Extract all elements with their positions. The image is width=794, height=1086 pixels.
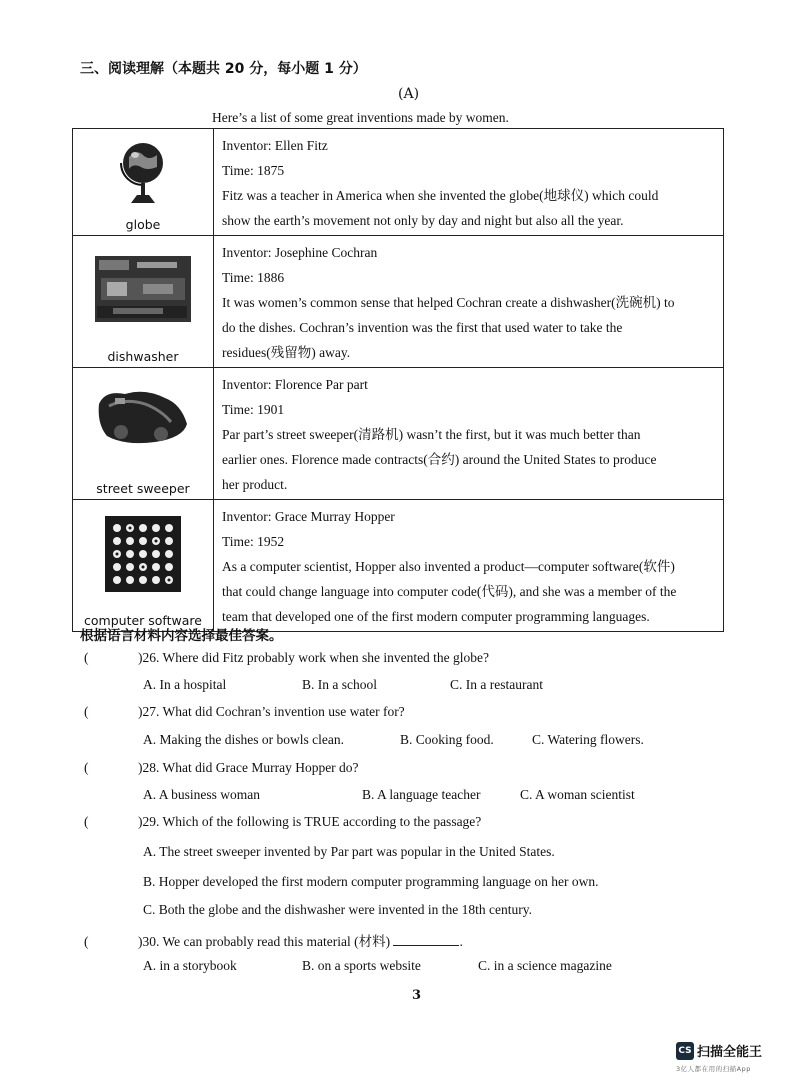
question-28 (84, 760, 359, 776)
image-label: dishwasher (107, 349, 179, 364)
description-line: team that developed one of the first modern computer programming languages. (222, 609, 650, 624)
invention-image-cell (73, 129, 214, 236)
invention-image-cell (73, 236, 214, 368)
option-b[interactable]: B. Hopper developed the first modern computer programming language on her own. (143, 874, 599, 889)
option-a[interactable]: A. Making the dishes or bowls clean. (143, 732, 344, 747)
time-line: Time: 1952 (222, 534, 285, 549)
invention-description (214, 368, 724, 500)
image-label: street sweeper (96, 481, 190, 496)
question-30 (84, 930, 463, 950)
question-29 (84, 814, 481, 830)
invention-row-globe (73, 129, 724, 236)
description-line: It was women’s common sense that helped Cochran create a dishwasher(洗碗机) to (222, 295, 675, 310)
inventions-table (72, 128, 724, 632)
invention-row-computer-software (73, 500, 724, 632)
description-line: earlier ones. Florence made contracts(合约) around the United States to produce (222, 452, 657, 467)
option-c[interactable]: C. Watering flowers. (532, 732, 644, 747)
invention-description (214, 129, 724, 236)
instruction: 根据语言材料内容选择最佳答案。 (80, 628, 283, 644)
option-b[interactable]: B. on a sports website (302, 958, 421, 973)
option-b[interactable]: B. In a school (302, 677, 377, 692)
invention-image-cell (73, 368, 214, 500)
question-text: )28. What did Grace Murray Hopper do? (138, 760, 359, 775)
time-line: Time: 1875 (222, 163, 285, 178)
description-line: do the dishes. Cochran’s invention was the first that used water to take the (222, 320, 623, 335)
option-a[interactable]: A. A business woman (143, 787, 261, 802)
answer-paren[interactable]: ( (84, 704, 89, 719)
question-text: )29. Which of the following is TRUE according to the passage? (138, 814, 482, 829)
invention-row-dishwasher (73, 236, 724, 368)
option-b[interactable]: B. Cooking food. (400, 732, 494, 747)
inventor-line: Inventor: Ellen Fitz (222, 138, 328, 153)
answer-paren[interactable]: ( (84, 650, 89, 665)
invention-description (214, 500, 724, 632)
answer-paren[interactable]: ( (84, 814, 89, 829)
watermark-name: 扫描全能王 (697, 1045, 763, 1060)
option-c[interactable]: C. Both the globe and the dishwasher were invented in the 18th century. (143, 902, 533, 917)
intro-text: Here’s a list of some great inventions made by women. (212, 110, 509, 125)
computer-software-icon (105, 516, 181, 592)
inventor-line: Inventor: Josephine Cochran (222, 245, 378, 260)
answer-paren[interactable]: ( (84, 934, 89, 949)
description-line: Fitz was a teacher in America when she invented the globe(地球仪) which could (222, 188, 659, 203)
answer-blank[interactable] (393, 933, 459, 946)
description-line: that could change language into computer code(代码), and she was a member of the (222, 584, 677, 599)
option-a[interactable]: A. In a hospital (143, 677, 227, 692)
description-line: residues(残留物) away. (222, 345, 351, 360)
camscanner-logo-icon: CS (676, 1042, 694, 1060)
inventor-line: Inventor: Grace Murray Hopper (222, 509, 395, 524)
description-line: As a computer scientist, Hopper also invented a product—computer software(软件) (222, 559, 675, 574)
description-line: her product. (222, 477, 288, 492)
inventor-line: Inventor: Florence Par part (222, 377, 368, 392)
question-26 (84, 650, 489, 666)
description-line: show the earth’s movement not only by day and night but also all the year. (222, 213, 624, 228)
part-label: (A) (398, 86, 420, 102)
question-text: )27. What did Cochran’s invention use water for? (138, 704, 405, 719)
description-line: Par part’s street sweeper(清路机) wasn’t the first, but it was much better than (222, 427, 641, 442)
time-line: Time: 1901 (222, 402, 285, 417)
image-label: computer software (84, 613, 202, 628)
time-line: Time: 1886 (222, 270, 285, 285)
section-title: 三、阅读理解（本题共 20 分，每小题 1 分） (80, 61, 367, 77)
option-c[interactable]: C. In a restaurant (450, 677, 543, 692)
invention-row-street-sweeper (73, 368, 724, 500)
question-text-end: . (459, 934, 463, 949)
image-label: globe (125, 217, 161, 232)
answer-paren[interactable]: ( (84, 760, 89, 775)
option-a[interactable]: A. in a storybook (143, 958, 237, 973)
question-text: )30. We can probably read this material (材料) (138, 934, 391, 949)
page-number: 3 (412, 988, 422, 1003)
question-text: )26. Where did Fitz probably work when she invented the globe? (138, 650, 490, 665)
street-sweeper-icon (95, 384, 191, 448)
scanner-watermark (676, 1040, 762, 1060)
watermark-tagline: 3亿人都在用的扫描App (676, 1065, 751, 1073)
option-a[interactable]: A. The street sweeper invented by Par part was popular in the United States. (143, 844, 555, 859)
dishwasher-icon (93, 252, 193, 326)
globe-icon (113, 137, 173, 209)
invention-description (214, 236, 724, 368)
option-b[interactable]: B. A language teacher (362, 787, 481, 802)
option-c[interactable]: C. in a science magazine (478, 958, 612, 973)
question-27 (84, 704, 405, 720)
option-c[interactable]: C. A woman scientist (520, 787, 635, 802)
invention-image-cell (73, 500, 214, 632)
